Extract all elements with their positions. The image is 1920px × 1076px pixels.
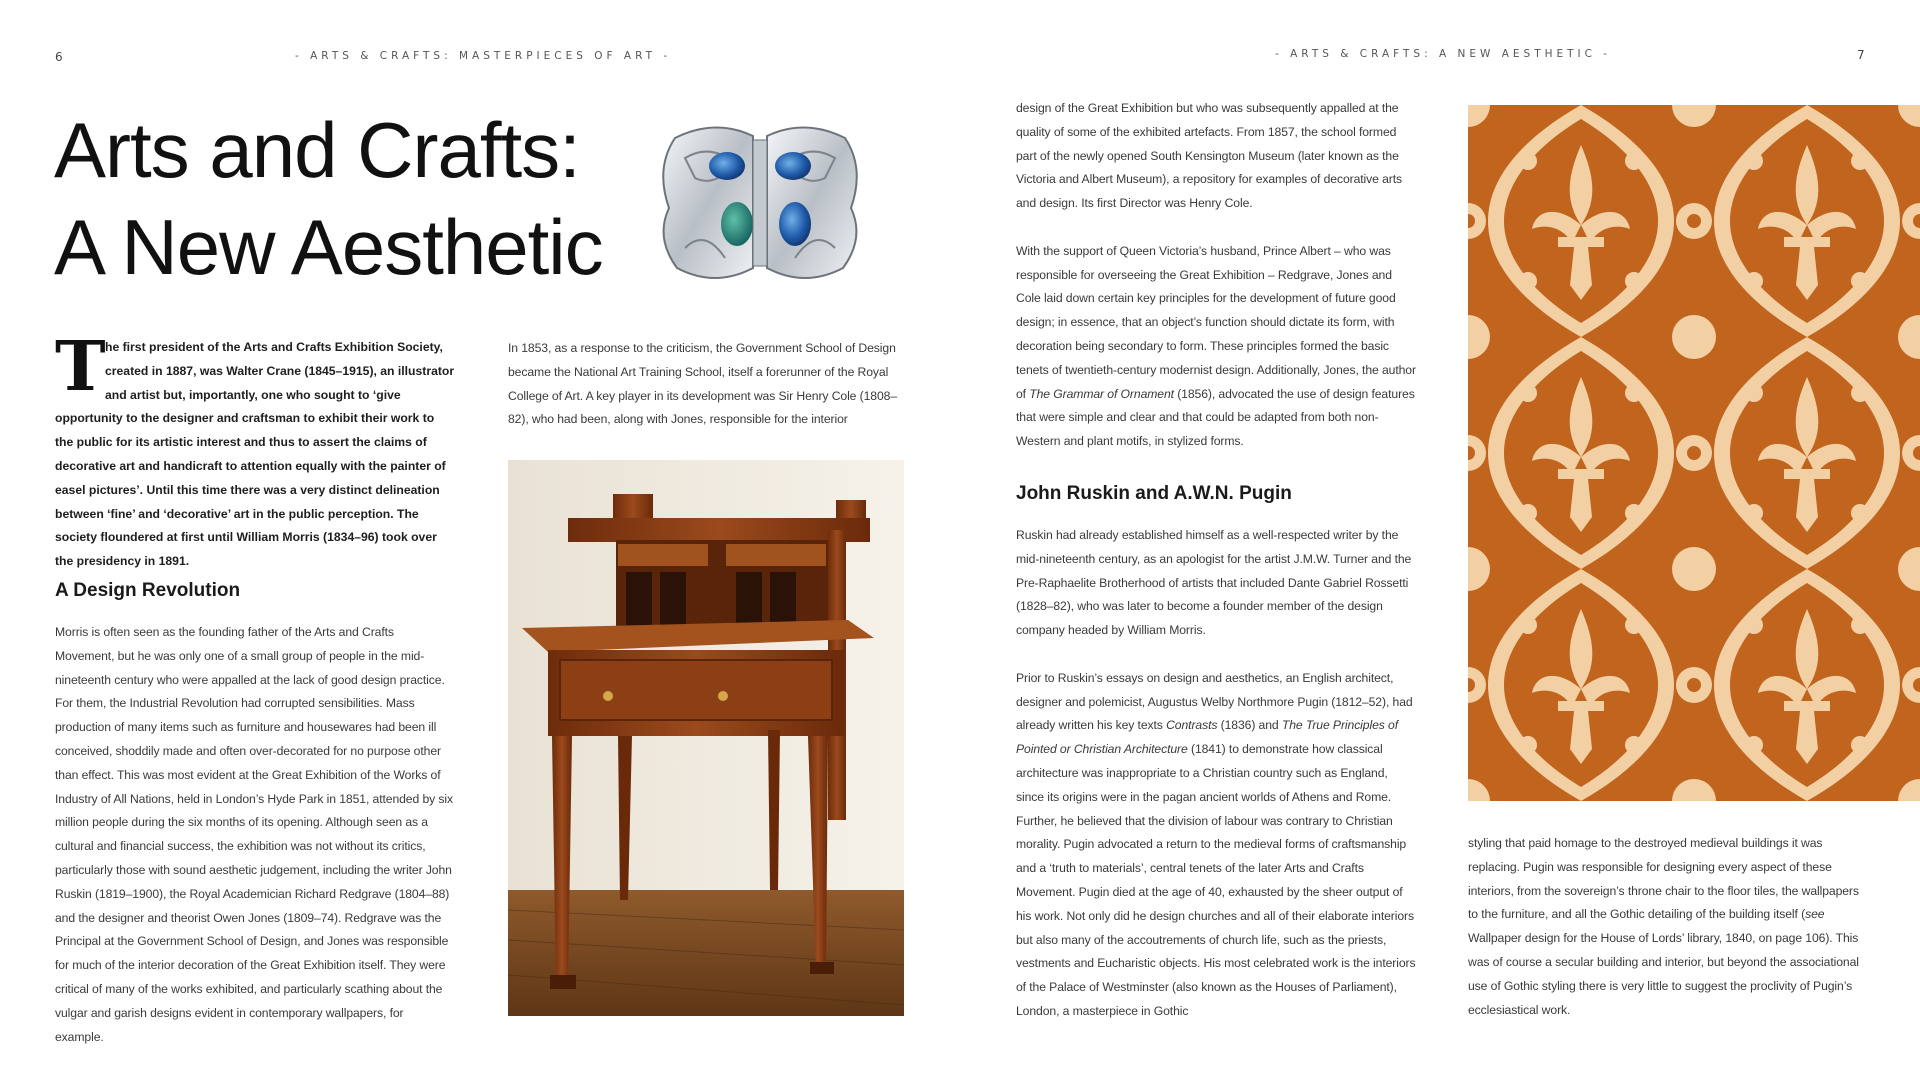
intro-paragraph bbox=[55, 327, 455, 574]
right-column-2 bbox=[1468, 832, 1868, 1022]
see-reference: see bbox=[1805, 907, 1825, 922]
national-art-training-paragraph: In 1853, as a response to the criticism, the Government School of Design became the National Art Training School, itself a forerunner of the Royal College of Art. A key player in its development was Sir Henry Cole (1808–82), who had been, along with Jones, responsible for the interior bbox=[508, 341, 897, 427]
prince-albert-paragraph: With the support of Queen Victoria’s husband, Prince Albert – who was responsible for overseeing the Great Exhibition – Redgrave, Jones and Cole laid down certain key principles for the development of future good design; in essence, that an object’s function should dictate its form, with decoration being secondary to form. These principles formed the basic tenets of twentieth-century modernist design. Additionally, Jones, the author of The Grammar of Ornament (1856), advocated the use of design features that were simple and clear and that could be adapted from both non-Western and plant motifs, in stylized forms. bbox=[1016, 243, 1416, 449]
design-revolution-paragraph: Morris is often seen as the founding father of the Arts and Crafts Movement, but he was only one of a small group of people in the mid-nineteenth century who were appalled at the lack of good design practice. For them, the Industrial Revolution had corrupted sensibilities. Mass production of many items such as furniture and housewares had been ill conceived, shoddily made and often over-decorated for no purpose other than effect. This was most evident at the Great Exhibition of the Works of Industry of All Nations, held in London’s Hyde Park in 1851, attended by six million people during the six months of its opening. Although seen as a cultural and financial success, the exhibition was not without its critics, particularly those with sound aesthetic judgement, including the writer John Ruskin (1819–1900), the Royal Academician Richard Redgrave (1804–88) and the designer and theorist Owen Jones (1809–74). Redgrave was the Principal at the Government School of Design, and Jones was responsible for much of the interior decoration of the Great Exhibition itself. They were critical of many of the works exhibited, and particularly scathing about the vulgar and garish designs evident in contemporary wallpapers, for example. bbox=[55, 625, 453, 1044]
subhead-ruskin-pugin: John Ruskin and A.W.N. Pugin bbox=[1016, 483, 1292, 504]
contrasts-title: Contrasts bbox=[1166, 718, 1218, 733]
design-revolution-body bbox=[55, 621, 455, 1049]
page-number-left: 6 bbox=[55, 50, 63, 64]
right-column-1-bottom bbox=[1016, 524, 1416, 1024]
page-title bbox=[54, 102, 654, 296]
drop-cap: T bbox=[55, 327, 106, 407]
pugin-paragraph: Prior to Ruskin’s essays on design and aesthetics, an English architect, designer and polemicist, Augustus Welby Northmore Pugin (1812–52), had already written his key texts Contrasts (1836) and The True Principles of Pointed or Christian Architecture (1841) to demonstrate how classical architecture was inappropriate to a Christian country such as England, since its origins were in the pagan ancient worlds of Athens and Rome. Further, he believed that the division of labour was contrary to Christian morality. Pugin advocated a return to the medieval forms of craftsmanship and a ‘truth to materials’, central tenets of the later Arts and Crafts Movement. Pugin died at the age of 40, exhausted by the sheer output of his work. Not only did he design churches and all of their elaborate interiors but also many of the accoutrements of church life, such as the priests, vestments and Eucharistic objects. His most celebrated work is the interiors of the Palace of Westminster (also known as the Houses of Parliament), London, a masterpiece in Gothic bbox=[1016, 670, 1416, 1018]
right-column-1-top bbox=[1016, 97, 1416, 454]
silver-buckle-image bbox=[655, 118, 865, 284]
grammar-of-ornament-title: The Grammar of Ornament bbox=[1029, 386, 1174, 401]
page-number-right: 7 bbox=[1857, 48, 1865, 62]
westminster-paragraph: styling that paid homage to the destroyed medieval buildings it was replacing. Pugin was responsible for designing every aspect of these interiors, from the sovereign’s throne chair to the floor tiles, the wallpapers to the furniture, and all the Gothic detailing of the building itself (see Wallpaper design for the House of Lords’ library, 1840, on page 106). This was of course a secular building and interior, but beyond the associational use of Gothic styling there is very little to suggest the proclivity of Pugin’s ecclesiastical work. bbox=[1468, 836, 1859, 1017]
title-line-2: A New Aesthetic bbox=[54, 203, 603, 291]
true-principles-title: The True Principles of Pointed or Christian Architecture bbox=[1016, 718, 1399, 757]
arts-and-crafts-desk-photo bbox=[508, 460, 904, 1016]
running-head-left: - ARTS & CRAFTS: MASTERPIECES OF ART - bbox=[295, 50, 672, 62]
running-head-right: - ARTS & CRAFTS: A NEW AESTHETIC - bbox=[1275, 48, 1612, 60]
south-kensington-paragraph: design of the Great Exhibition but who was subsequently appalled at the quality of some of the exhibited artefacts. From 1857, the school formed part of the newly opened South Kensington Museum (later known as the Victoria and Albert Museum), a repository for examples of decorative arts and design. Its first Director was Henry Cole. bbox=[1016, 101, 1403, 211]
subhead-design-revolution: A Design Revolution bbox=[55, 580, 241, 601]
intro-text: he first president of the Arts and Crafts Exhibition Society, created in 1887, was Walter Crane (1845–1915), an illustrator and artist but, importantly, one who sought to ‘give opportunity to the designer and craftsman to exhibit their work to the public for its artistic interest and thus to assert the claims of decorative art and handicraft to attention equally with the painter of easel pictures’. Until this time there was a very distinct delineation between ‘fine’ and ‘decorative’ art in the public perception. The society floundered at first until William Morris (1834–96) took over the presidency in 1891. bbox=[55, 340, 455, 569]
left-column-2 bbox=[508, 337, 908, 432]
title-line-1: Arts and Crafts: bbox=[54, 106, 580, 194]
gothic-wallpaper-image bbox=[1468, 105, 1920, 801]
ruskin-paragraph: Ruskin had already established himself as a well-respected writer by the mid-nineteenth century, as an apologist for the artist J.M.W. Turner and the Pre-Raphaelite Brotherhood of artists that included Dante Gabriel Rossetti (1828–82), who was later to become a founder member of the design company headed by William Morris. bbox=[1016, 528, 1412, 638]
